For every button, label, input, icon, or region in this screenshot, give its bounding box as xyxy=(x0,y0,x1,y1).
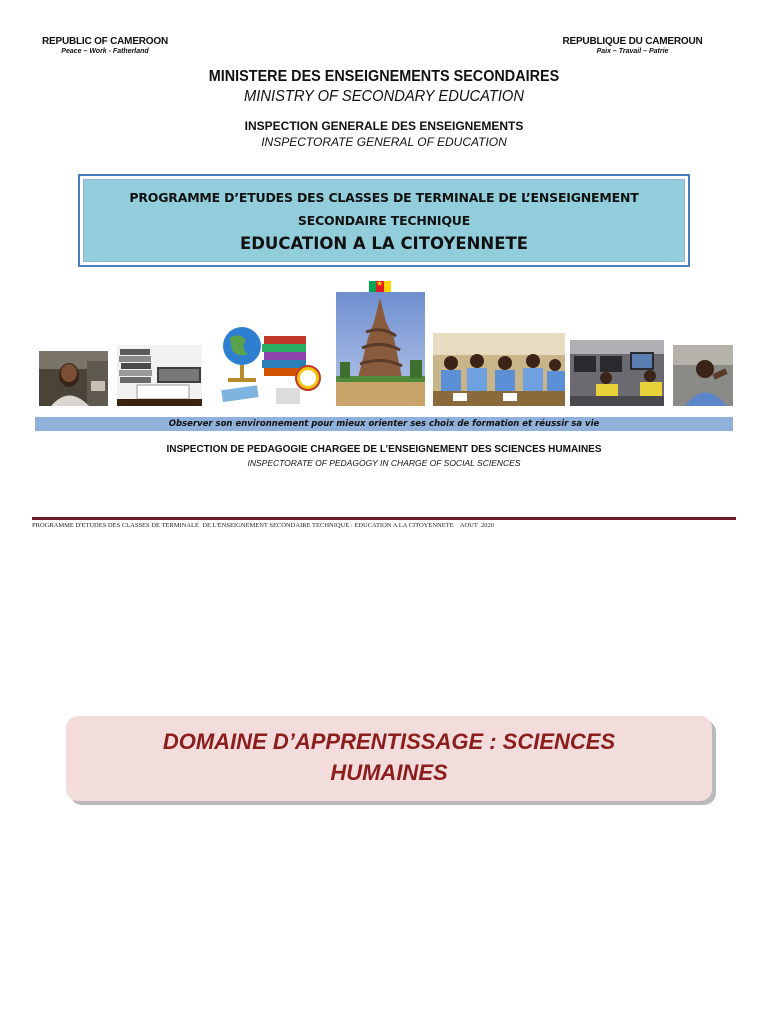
student-gesture-photo xyxy=(673,345,733,406)
motto-fr: Paix – Travail – Patrie xyxy=(596,48,669,55)
classroom-students-photo xyxy=(433,333,565,406)
programme-line-1: PROGRAMME D’ETUDES DES CLASSES DE TERMINALE DE L’ENSEIGNEMENT xyxy=(129,190,639,205)
pedagogy-inspection-fr: INSPECTION DE PEDAGOGIE CHARGEE DE L’ENSEIGNEMENT DES SCIENCES HUMAINES xyxy=(166,444,602,455)
books-and-keyboard-photo xyxy=(117,345,202,406)
ministry-block xyxy=(0,68,768,149)
slogan-bar: Observer son environnement pour mieux orienter ses choix de formation et réussir sa vie xyxy=(35,417,733,431)
country-name-en: REPUBLIC OF CAMEROON xyxy=(41,36,168,47)
cameroon-flag-icon: ★ xyxy=(369,281,391,292)
globe-and-books-photo xyxy=(218,322,322,406)
ministry-title-fr: MINISTERE DES ENSEIGNEMENTS SECONDAIRES xyxy=(208,68,560,85)
inspectorate-title-fr: INSPECTION GENERALE DES ENSEIGNEMENTS xyxy=(244,119,524,133)
ministry-title-en: MINISTRY OF SECONDARY EDUCATION xyxy=(244,88,524,105)
motto-en: Peace – Work - Fatherland xyxy=(61,48,149,55)
inspectorate-title-en: INSPECTORATE GENERAL OF EDUCATION xyxy=(261,135,507,149)
programme-box-inner xyxy=(83,179,685,262)
reunification-monument-photo xyxy=(336,292,425,406)
header-left xyxy=(40,36,170,55)
computer-lab-photo xyxy=(570,340,664,406)
student-portrait-photo xyxy=(39,351,108,406)
learning-domain-line-1: DOMAINE D’APPRENTISSAGE : SCIENCES xyxy=(162,729,616,754)
country-name-fr: REPUBLIQUE DU CAMEROUN xyxy=(562,36,703,47)
pedagogy-inspection-en: INSPECTORATE OF PEDAGOGY IN CHARGE OF SOCIAL SCIENCES xyxy=(247,458,521,468)
pedagogy-inspection-block xyxy=(0,444,768,468)
running-footer: PROGRAMME D'ETUDES DES CLASSES DE TERMINALE DE L'ENSEIGNEMENT SECONDAIRE TECHNIQUE : EDUCATION A LA CITOYENNETE AOUT 2020 xyxy=(32,522,494,529)
programme-line-2: SECONDAIRE TECHNIQUE xyxy=(297,213,471,228)
programme-title: EDUCATION A LA CITOYENNETE xyxy=(239,234,529,253)
learning-domain-box xyxy=(66,716,712,801)
learning-domain-line-2: HUMAINES xyxy=(330,760,448,785)
programme-box xyxy=(78,174,690,267)
header-right xyxy=(560,36,705,55)
divider-rule xyxy=(32,517,736,520)
